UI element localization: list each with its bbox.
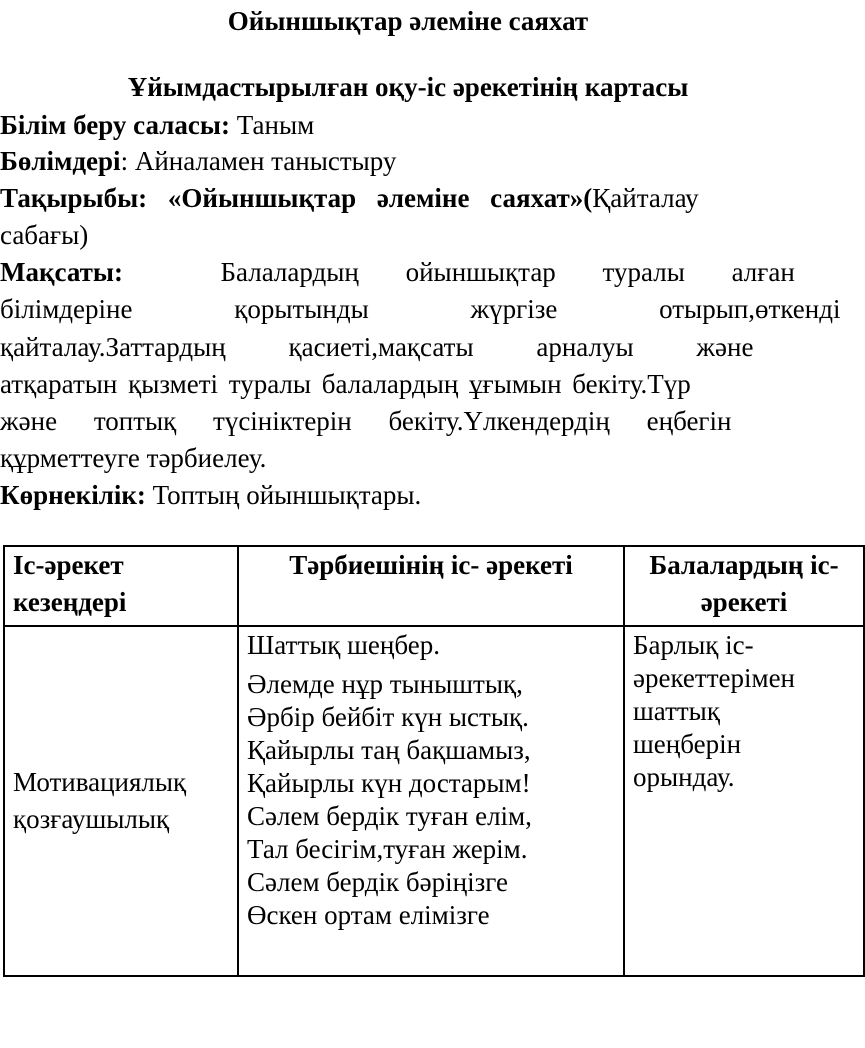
visual-value: Топтың ойыншықтары. [145, 480, 422, 510]
header-stage-line-2: кезеңдері [13, 587, 127, 617]
children-line: Барлық іс- [633, 630, 754, 660]
document-subtitle: Ұйымдастырылған оқу-іс әрекетінің картасы [127, 72, 689, 102]
teacher-line: Сәлем бердік бәріңізге [247, 867, 508, 897]
visual-line [0, 478, 421, 512]
table-header-row [4, 546, 864, 626]
children-line: орындау. [633, 762, 735, 792]
header-stage-line-1: Іс-әрекет [13, 550, 124, 580]
header-stage [4, 546, 238, 626]
teacher-line: Өскен ортам елімізге [247, 900, 490, 930]
goal-text-4: атқаратын қызметі туралы балалардың ұғымын бекіту.Түр [0, 369, 691, 399]
field-label: Білім беру саласы: [0, 110, 230, 140]
topic-value: Қайталау [592, 183, 699, 213]
teacher-line: Қайырлы күн достарым! [247, 768, 531, 798]
section-label: Бөлімдері [0, 146, 121, 176]
children-line: әрекеттерімен [633, 663, 795, 693]
goal-label: Мақсаты: [0, 257, 123, 287]
activity-table [3, 545, 865, 977]
teacher-line: Қайырлы таң бақшамыз, [247, 735, 531, 765]
header-teacher: Тәрбиешінің іс- әрекеті [238, 546, 624, 626]
header-children-line-2: әрекеті [700, 587, 788, 617]
row-stage [4, 626, 238, 976]
goal-text-1: Балалардың ойыншықтар туралы алған [220, 257, 795, 287]
section-line [0, 144, 396, 178]
goal-text-3: қайталау.Заттардың қасиеті,мақсаты арналуы және [0, 332, 754, 362]
row-children [624, 626, 864, 976]
children-line: шаттық [633, 696, 720, 726]
children-line: шеңберін [633, 729, 742, 759]
teacher-line: Әрбір бейбіт күн ыстық. [247, 702, 529, 732]
goal-text-2: білімдеріне қорытынды жүргізе отырып,өткенді [0, 294, 841, 324]
goal-line-1 [0, 255, 795, 289]
visual-label: Көрнекілік: [0, 480, 146, 510]
row-teacher [238, 626, 624, 976]
document-title: Ойыншықтар әлеміне саяхат [227, 6, 589, 36]
topic-line [0, 181, 699, 215]
field-line [0, 108, 314, 142]
section-value: : Айналамен таныстыру [120, 146, 397, 176]
header-children [624, 546, 864, 626]
field-value: Таным [229, 110, 315, 140]
teacher-line: Сәлем бердік туған елім, [247, 801, 532, 831]
topic-continuation: сабағы) [0, 220, 89, 250]
header-children-line-1: Балалардың іс- [649, 550, 839, 580]
teacher-line: Шаттық шеңбер. [247, 630, 440, 660]
row-stage-line-1: Мотивациялық [13, 767, 187, 797]
teacher-line: Тал бесігім,туған жерім. [247, 834, 528, 864]
goal-text-5: және топтық түсініктерін бекіту.Үлкендердің еңбегін [0, 406, 732, 436]
row-stage-line-2: қозғаушылық [13, 804, 170, 834]
table-row [4, 626, 864, 976]
teacher-line: Әлемде нұр тыныштық, [247, 669, 523, 699]
topic-label: Тақырыбы: «Ойыншықтар әлеміне саяхат»( [0, 183, 593, 213]
goal-text-6: құрметтеуге тәрбиелеу. [0, 443, 267, 473]
